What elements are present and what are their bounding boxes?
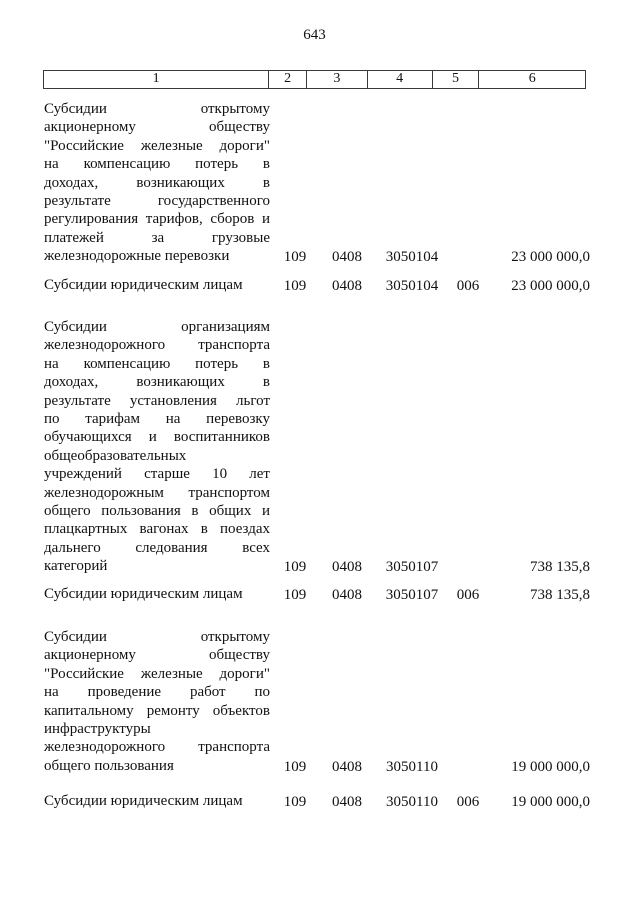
page-number: 643 bbox=[303, 27, 326, 43]
text-line: доходах, возникающих в bbox=[44, 174, 270, 191]
text-line: железнодорожного транспорта bbox=[44, 739, 270, 756]
text-line: железнодорожным транспортом bbox=[44, 484, 270, 501]
text-line: Субсидии юридическим лицам bbox=[44, 277, 243, 293]
header-cell-6: 6 bbox=[528, 71, 536, 86]
code-target-item: 3050107 bbox=[385, 586, 439, 603]
amount-value: 19 000 000,0 bbox=[511, 758, 590, 775]
code-chief-administrator: 109 bbox=[283, 277, 307, 294]
header-cell-3: 3 bbox=[307, 71, 368, 88]
text-line: железнодорожного транспорта bbox=[44, 337, 270, 354]
text-line: Субсидии юридическим лицам bbox=[44, 586, 243, 602]
text-line: "Российские железные дороги" bbox=[44, 137, 270, 154]
code-section: 0408 bbox=[332, 758, 362, 775]
text-line: общего пользования в общих и bbox=[44, 502, 270, 519]
code-chief-administrator: 109 bbox=[283, 793, 307, 810]
code-target-item: 3050110 bbox=[386, 758, 438, 775]
code-section: 0408 bbox=[332, 558, 362, 575]
code-chief-administrator: 109 bbox=[283, 558, 307, 575]
entry-description bbox=[44, 792, 270, 810]
code-chief-administrator: 109 bbox=[283, 248, 307, 265]
table-row bbox=[0, 276, 640, 295]
text-line: дальнего следования всех bbox=[44, 539, 270, 556]
text-line: плацкартных вагонах в поездах bbox=[44, 521, 270, 538]
code-section: 0408 bbox=[332, 248, 362, 265]
text-line: регулирования тарифов, сборов и bbox=[44, 211, 270, 228]
code-target-item: 3050104 bbox=[385, 248, 439, 265]
text-line: на компенсацию потерь в bbox=[44, 355, 270, 372]
code-chief-administrator: 109 bbox=[283, 586, 307, 603]
code-section: 0408 bbox=[332, 586, 362, 603]
text-line: Субсидии организациям bbox=[44, 319, 270, 335]
table-row bbox=[0, 100, 640, 266]
table-header-row bbox=[43, 70, 586, 89]
code-section: 0408 bbox=[332, 793, 362, 810]
text-line: учреждений старше 10 лет bbox=[44, 466, 270, 483]
text-line: Субсидии открытому bbox=[44, 101, 270, 117]
entry-description bbox=[44, 628, 270, 775]
text-line: на компенсацию потерь в bbox=[44, 156, 270, 173]
table-row bbox=[0, 585, 640, 604]
amount-value: 23 000 000,0 bbox=[511, 277, 590, 294]
text-line: обучающихся и воспитанников bbox=[44, 429, 270, 446]
header-cell-4: 4 bbox=[368, 71, 433, 88]
text-line: результате установления льгот bbox=[44, 392, 270, 409]
header-cell-5: 5 bbox=[433, 71, 480, 88]
text-line: Субсидии открытому bbox=[44, 629, 270, 645]
entry-description bbox=[44, 318, 270, 575]
entry-description bbox=[44, 585, 270, 603]
text-line: доходах, возникающих в bbox=[44, 374, 270, 391]
code-target-item: 3050110 bbox=[386, 793, 438, 810]
amount-value: 19 000 000,0 bbox=[511, 793, 590, 810]
text-line: "Российские железные дороги" bbox=[44, 665, 270, 682]
table-row bbox=[0, 318, 640, 576]
text-line: общеобразовательных bbox=[44, 447, 187, 464]
amount-value: 23 000 000,0 bbox=[511, 248, 590, 265]
text-line: Субсидии юридическим лицам bbox=[44, 793, 243, 809]
table-row bbox=[0, 792, 640, 811]
header-cell-1: 1 bbox=[44, 71, 269, 88]
text-line: инфраструктуры bbox=[44, 720, 151, 737]
text-line: железнодорожные перевозки bbox=[44, 248, 230, 265]
code-target-item: 3050107 bbox=[385, 558, 439, 575]
text-line: акционерному обществу bbox=[44, 119, 270, 136]
table-row bbox=[0, 628, 640, 776]
text-line: на проведение работ по bbox=[44, 684, 270, 701]
code-expense-type: 006 bbox=[456, 586, 480, 603]
code-expense-type: 006 bbox=[456, 793, 480, 810]
header-cell-2: 2 bbox=[269, 71, 307, 88]
text-line: общего пользования bbox=[44, 757, 174, 774]
amount-value: 738 135,8 bbox=[530, 558, 590, 575]
entry-description bbox=[44, 276, 270, 294]
text-line: результате государственного bbox=[44, 192, 270, 209]
text-line: по тарифам на перевозку bbox=[44, 410, 270, 427]
code-expense-type: 006 bbox=[456, 277, 480, 294]
code-section: 0408 bbox=[332, 277, 362, 294]
text-line: капитальному ремонту объектов bbox=[44, 702, 270, 719]
text-line: акционерному обществу bbox=[44, 647, 270, 664]
amount-value: 738 135,8 bbox=[530, 586, 590, 603]
text-line: категорий bbox=[44, 558, 108, 575]
code-target-item: 3050104 bbox=[385, 277, 439, 294]
code-chief-administrator: 109 bbox=[283, 758, 307, 775]
entry-description bbox=[44, 100, 270, 266]
text-line: платежей за грузовые bbox=[44, 229, 270, 246]
